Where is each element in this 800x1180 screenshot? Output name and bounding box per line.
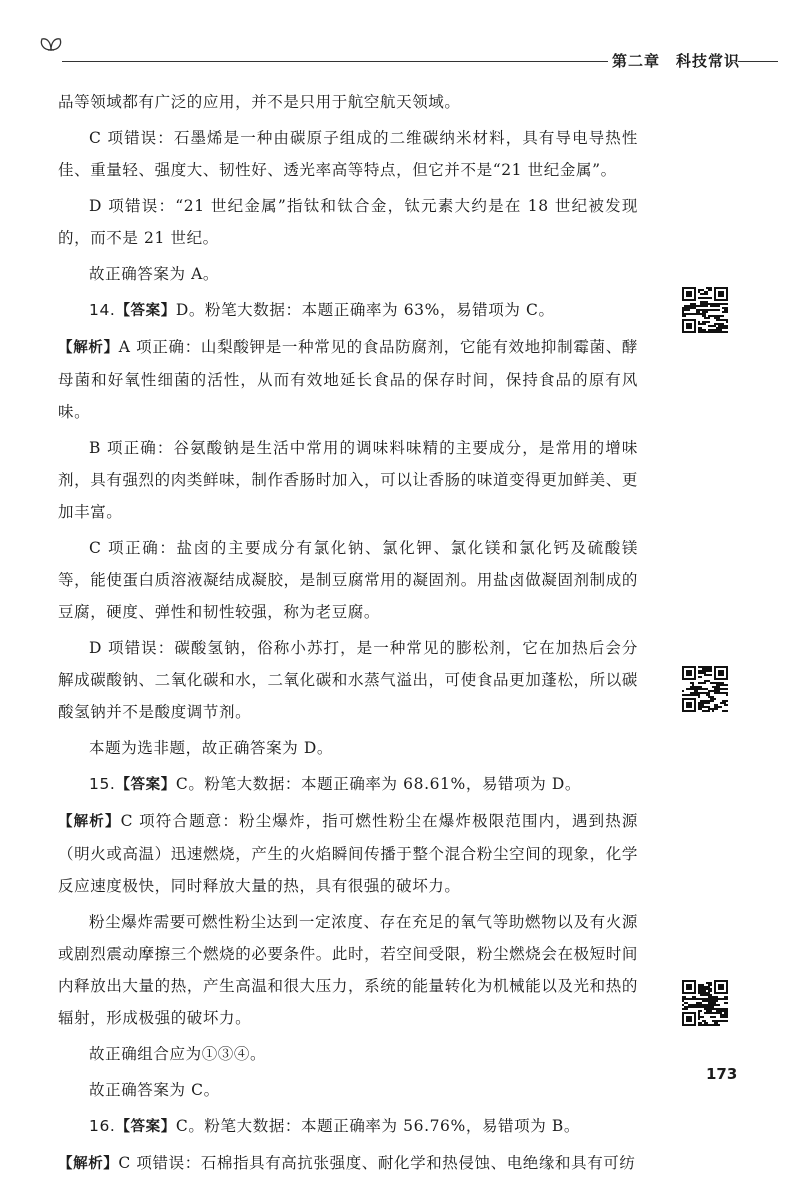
answer-tag: 【答案】: [115, 303, 176, 319]
qr-code-icon[interactable]: [682, 287, 728, 333]
leaf-logo-icon: [38, 36, 64, 54]
paragraph: 本题为选非题，故正确答案为 D。: [89, 739, 333, 757]
analysis-tag: 【解析】: [58, 814, 121, 830]
answer-line-15: 15.【答案】C。粉笔大数据：本题正确率为 68.61%，易错项为 D。: [89, 775, 582, 793]
answer-tag: 【答案】: [115, 777, 176, 793]
analysis-line-16: 【解析】C 项错误：石棉指具有高抗张强度、耐化学和热侵蚀、电绝缘和具有可纺: [58, 1154, 636, 1172]
paragraph: C 项错误：石墨烯是一种由碳原子组成的二维碳纳米材料，具有导电导热性佳、重量轻、强度大、韧性好、透光率高等特点，但它并不是“21 世纪金属”。: [58, 129, 638, 179]
header-rule: [62, 61, 608, 62]
paragraph: D 项错误：“21 世纪金属”指钛和钛合金，钛元素大约是在 18 世纪被发现的，而不是 21 世纪。: [58, 197, 638, 247]
qr-code-icon[interactable]: [682, 980, 728, 1026]
analysis-line-15: 【解析】C 项符合题意：粉尘爆炸，指可燃性粉尘在爆炸极限范围内，遇到热源（明火或高温）迅速燃烧，产生的火焰瞬间传播于整个混合粉尘空间的现象，化学反应速度极快，同时释放大量的热，具有很强的破坏力。: [58, 812, 638, 895]
question-number: 16.: [89, 1117, 116, 1135]
analysis-tag: 【解析】: [58, 1156, 119, 1172]
paragraph: 故正确答案为 C。: [89, 1081, 220, 1099]
header-rule-end: [738, 61, 778, 62]
paragraph: 粉尘爆炸需要可燃性粉尘达到一定浓度、存在充足的氧气等助燃物以及有火源或剧烈震动摩擦三个燃烧的必要条件。此时，若空间受限，粉尘燃烧会在极短时间内释放出大量的热，产生高温和很大压力，系统的能量转化为机械能以及光和热的辐射，形成极强的破坏力。: [58, 913, 638, 1027]
page-number: 173: [706, 1065, 738, 1083]
paragraph: B 项正确：谷氨酸钠是生活中常用的调味料味精的主要成分，是常用的增味剂，具有强烈的肉类鲜味，制作香肠时加入，可以让香肠的味道变得更加鲜美、更加丰富。: [58, 439, 638, 521]
paragraph: C 项正确：盐卤的主要成分有氯化钠、氯化钾、氯化镁和氯化钙及硫酸镁等，能使蛋白质溶液凝结成凝胶，是制豆腐常用的凝固剂。用盐卤做凝固剂制成的豆腐，硬度、弹性和韧性较强，称为老豆腐。: [58, 539, 638, 621]
question-number: 15.: [89, 775, 116, 793]
chapter-title: 第二章 科技常识: [612, 52, 741, 70]
qr-code-icon[interactable]: [682, 666, 728, 712]
analysis-line-14: 【解析】A 项正确：山梨酸钾是一种常见的食品防腐剂，它能有效地抑制霉菌、酵母菌和好氧性细菌的活性，从而有效地延长食品的保存时间，保持食品的原有风味。: [58, 338, 638, 421]
answer-line-16: 16.【答案】C。粉笔大数据：本题正确率为 56.76%，易错项为 B。: [89, 1117, 580, 1135]
page-body: [58, 86, 638, 1180]
page-header: [0, 0, 800, 70]
paragraph: 品等领域都有广泛的应用，并不是只用于航空航天领域。: [58, 93, 461, 111]
answer-tag: 【答案】: [115, 1119, 176, 1135]
paragraph: 故正确组合应为①③④。: [89, 1045, 267, 1063]
paragraph: D 项错误：碳酸氢钠，俗称小苏打，是一种常见的膨松剂，它在加热后会分解成碳酸钠、二氧化碳和水，二氧化碳和水蒸气溢出，可使食品更加蓬松，所以碳酸氢钠并不是酸度调节剂。: [58, 639, 638, 721]
analysis-tag: 【解析】: [58, 340, 119, 356]
answer-line-14: 14.【答案】D。粉笔大数据：本题正确率为 63%，易错项为 C。: [89, 301, 555, 319]
paragraph: 故正确答案为 A。: [89, 265, 220, 283]
question-number: 14.: [89, 301, 116, 319]
